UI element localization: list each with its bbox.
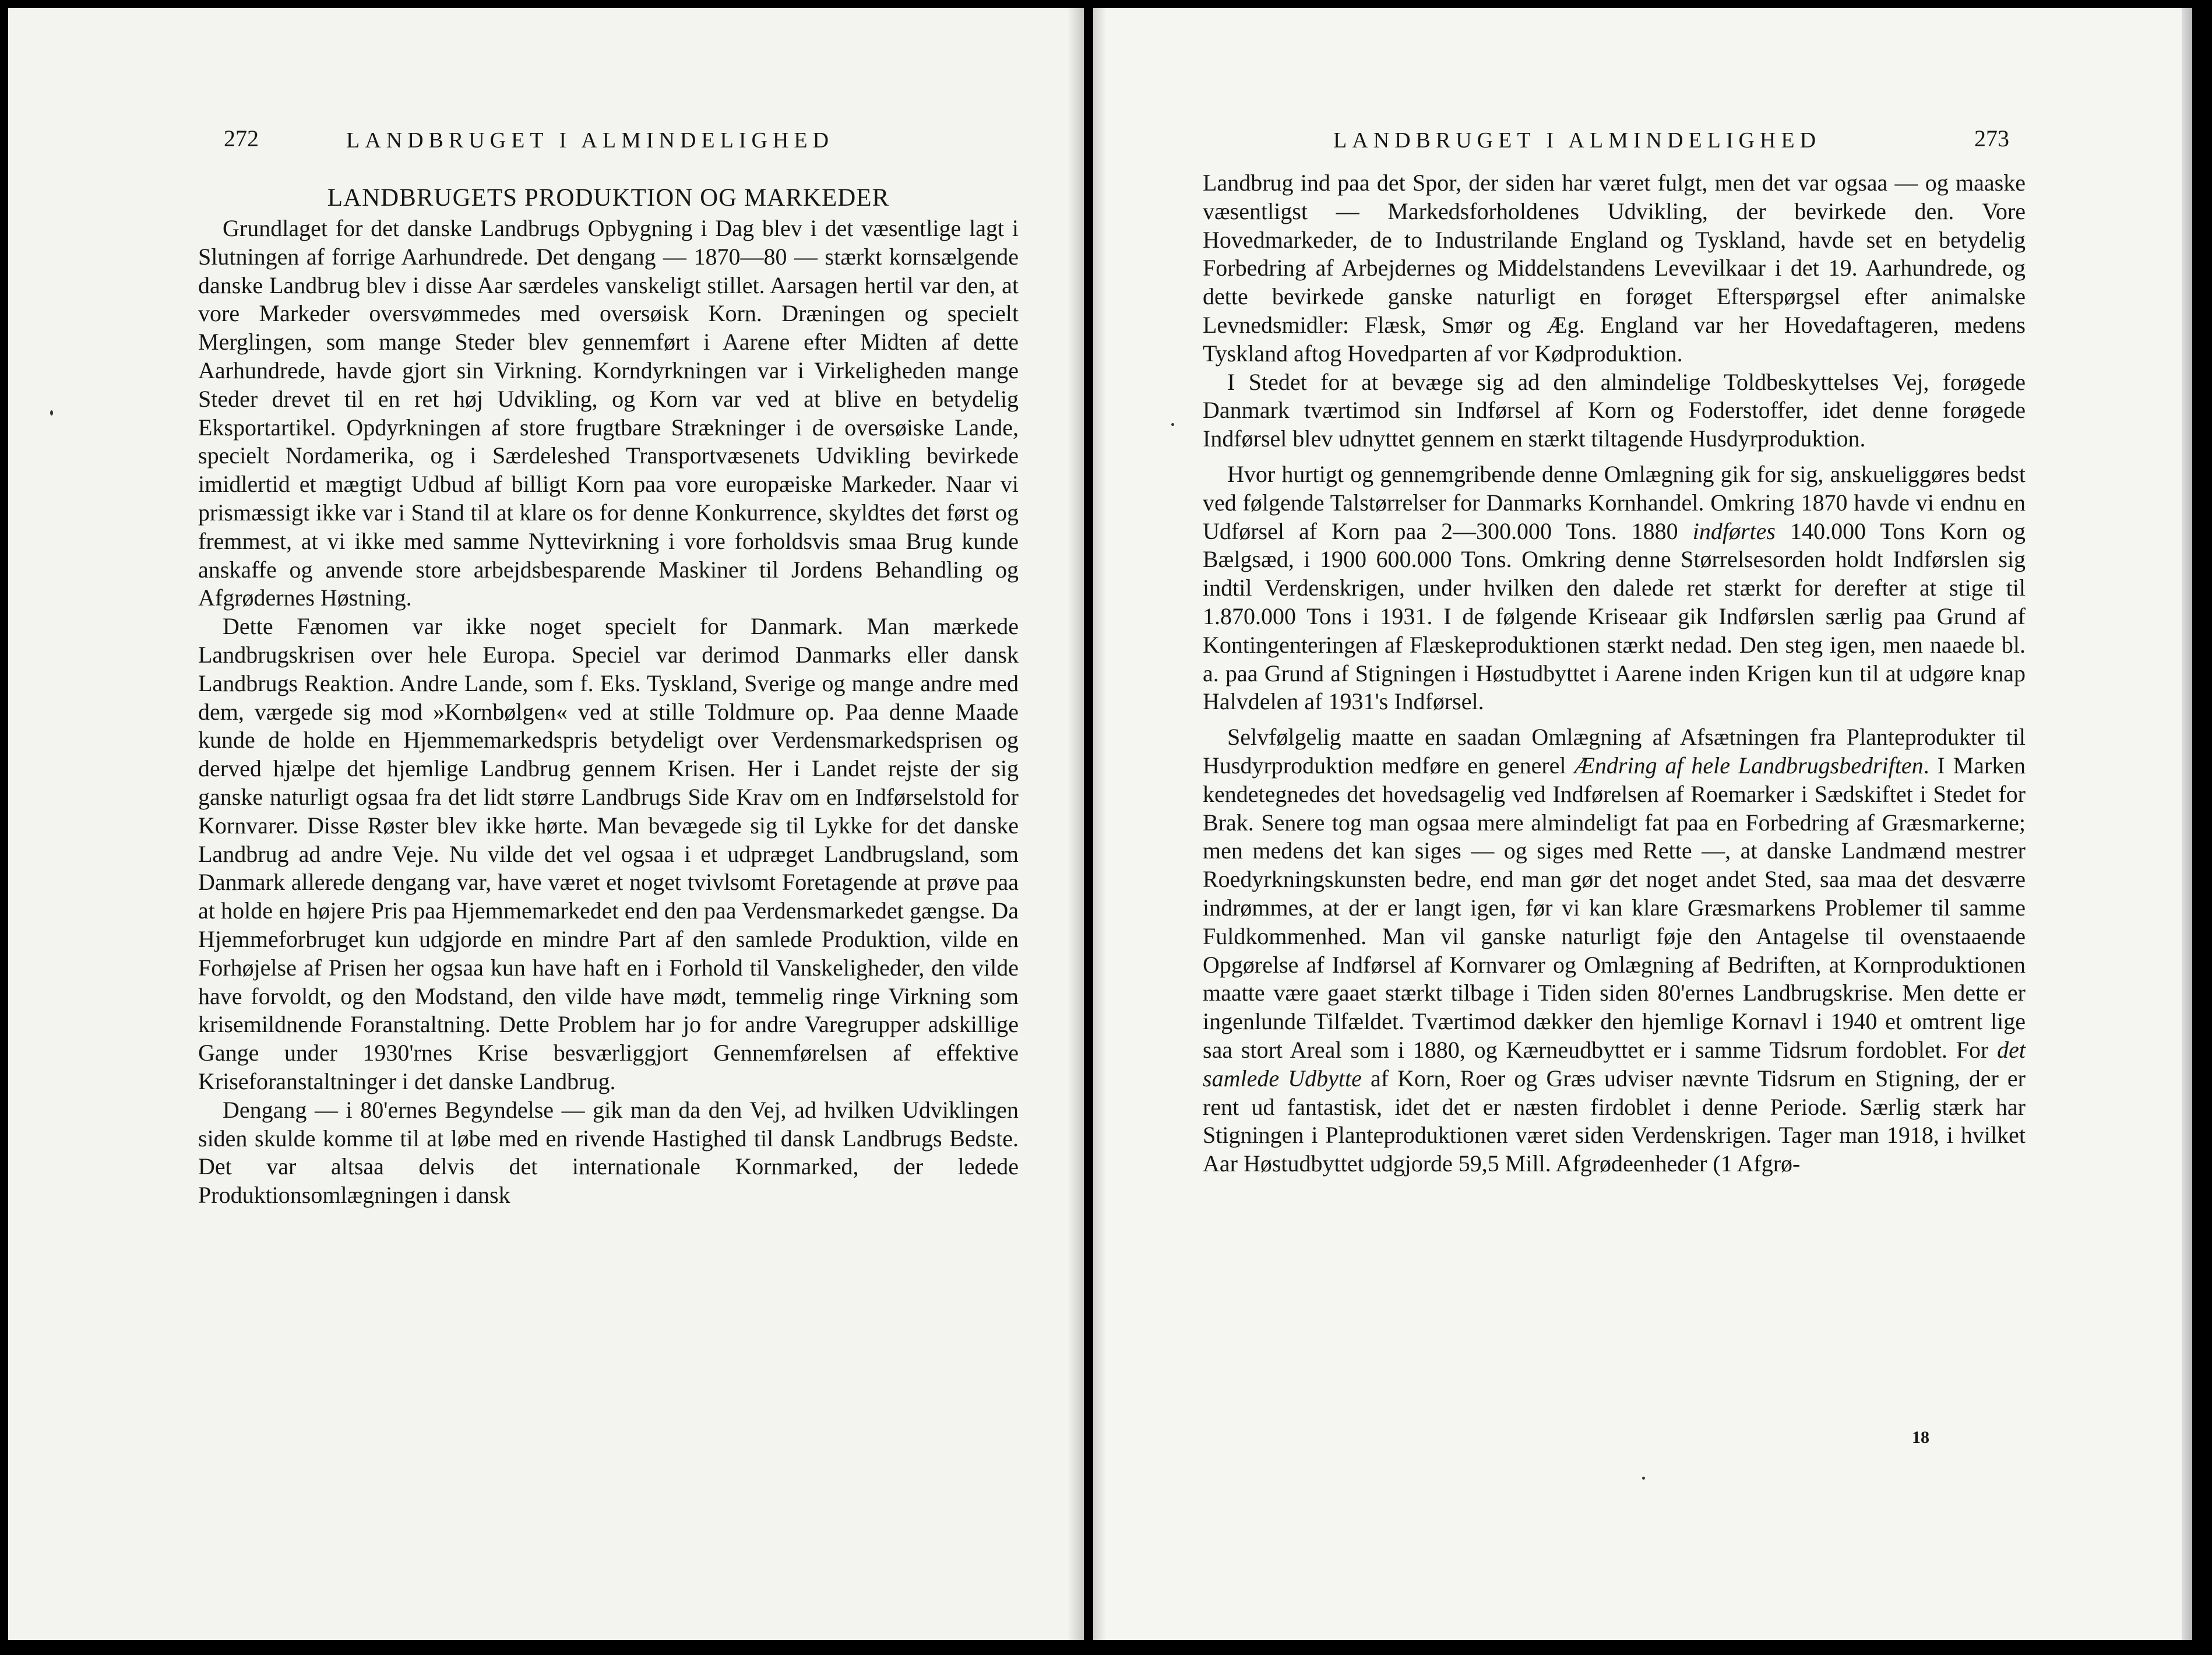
text-run: Selvfølgelig maatte en saadan Omlægning af Afsætningen fra Planteprodukter til Husdyrproduktion medføre en generel (1203, 724, 2026, 779)
running-head: LANDBRUGET I ALMINDELIGHED (1333, 128, 1822, 153)
chapter-title: LANDBRUGETS PRODUKTION OG MARKEDER (327, 184, 890, 212)
text-run: I Stedet for at bevæge sig ad den almindelige Toldbeskyttelses Vej, forøgede Danmark tværtimod sin Indførsel af Korn og Foderstoffer, idet denne forøgede Indførsel blev udnyttet gennem en stærkt tiltagende Husdyrproduktion. (1203, 368, 2026, 452)
running-head: LANDBRUGET I ALMINDELIGHED (346, 128, 834, 153)
spine-shadow (1068, 8, 1084, 1640)
scan-speck (1171, 423, 1174, 426)
paragraph (1203, 460, 2026, 716)
text-run: af Korn, Roer og Græs udviser nævnte Tidsrum en Stigning, der er rent ud fantastisk, idet det er næsten firdoblet i denne Periode. Særlig stærk har Stigningen i Planteproduktionen været siden Verdenskrigen. Tager man 1918, i hvilket Aar Høstudbyttet udgjorde 59,5 Mill. Afgrødeenheder (1 Afgrø- (1203, 1065, 2026, 1177)
emphasis-text: det samlede Udbytte (1203, 1036, 2026, 1091)
page-edge (2182, 8, 2192, 1640)
text-run: Hvor hurtigt og gennemgribende denne Omlægning gik for sig, anskueliggøres bedst ved følgende Talstørrelser for Danmarks Kornhandel. Omkring 1870 havde vi endnu en Udførsel af Korn paa 2—300.000 Tons. 1880 (1203, 460, 2026, 544)
scan-speck (50, 410, 53, 415)
text-run: Landbrug ind paa det Spor, der siden har været fulgt, men det var ogsaa — og maaske væsentligst — Markedsforholdenes Udvikling, der bevirkede den. Vore Hovedmarkeder, de to Industrilande England og Tyskland, havde set en betydelig Forbedring af Arbejdernes og Middelstandens Levevilkaar i det 19. Aarhundrede, og dette bevirkede ganske naturligt en forøget Efterspørgsel efter animalske Levnedsmidler: Flæsk, Smør og Æg. England var her Hovedaftageren, medens Tyskland aftog Hovedparten af vor Kødproduktion. (1203, 170, 2026, 367)
paragraph (1203, 169, 2026, 368)
emphasis-text: indførtes (1692, 517, 1776, 544)
text-run: 140.000 Tons Korn og Bælgsæd, i 1900 600.000 Tons. Omkring denne Størrelsesorden holdt Indførslen sig indtil Verdenskrigen, under hvilken den dalede ret stærkt for derefter at stige til 1.870.000 Tons i 1931. I de følgende Kriseaar gik Indførslen særlig paa Grund af Kontingenteringen af Flæskeproduktionen stærkt nedad. Den steg igen, men naaede bl. a. paa Grund af Stigningen i Høstudbyttet i Aarene inden Krigen kun til at udgøre knap Halvdelen af 1931's Indførsel. (1203, 517, 2026, 715)
paragraph: Grundlaget for det danske Landbrugs Opbygning i Dag blev i det væsentlige lagt i Slutningen af forrige Aarhundrede. Det dengang — 1870—80 — stærkt kornsælgende danske Landbrug blev i disse Aar særdeles vanskeligt stillet. Aarsagen hertil var den, at vore Markeder oversvømmedes med oversøisk Korn. Dræningen og specielt Merglingen, som mange Steder blev gennemført i Aarene efter Midten af dette Aarhundrede, havde gjort sin Virkning. Korndyrkningen var i Virkeligheden mange Steder drevet til en ret høj Udvikling, og Korn var ved at blive en betydelig Eksportartikel. Opdyrkningen af store frugtbare Strækninger i de oversøiske Lande, specielt Nordamerika, og i Særdeleshed Transportvæsenets Udvikling bevirkede imidlertid et mægtigt Udbud af billigt Korn paa vore europæiske Markeder. Naar vi prismæssigt ikke var i Stand til at klare os for denne Konkurrence, skyldtes det først og fremmest, at vi ikke med samme Nyttevirkning i vore forholdsvis smaa Brug kunde anskaffe og anvende store arbejdsbesparende Maskiner til Jordens Behandling og Afgrødernes Høstning. (198, 215, 1019, 611)
page-number: 273 (1974, 125, 2009, 152)
spine-shadow (1093, 8, 1106, 1640)
paragraph (1203, 368, 2026, 453)
scan-speck (1642, 1477, 1645, 1480)
text-run: . I Marken kendetegnedes det hovedsagelig ved Indførelsen af Roemarker i Sædskiftet i Stedet for Brak. Senere tog man ogsaa mere almindeligt fat paa en Forbedring af Græsmarkerne; men medens det kan siges — og siges med Rette —, at danske Landmænd mestrer Roedyrkningskunsten bedre, end man gør det noget andet Sted, saa maa det desværre indrømmes, at der er langt igen, før vi kan klare Græsmarkens Problemer til samme Fuldkommenhed. Man vil ganske naturligt føje den Antagelse til ovenstaaende Opgørelse af Indførsel af Kornvarer og Omlægning af Bedriften, at Kornproduktionen maatte være gaaet stærkt tilbage i Tiden siden 80'ernes Landbrugskrise. Men dette er ingenlunde Tilfældet. Tværtimod dækker den hjemlige Kornavl i 1940 et omtrent lige saa stort Areal som i 1880, og Kærneudbyttet er i samme Tidsrum fordoblet. For (1203, 752, 2026, 1063)
paragraph: Dengang — i 80'ernes Begyndelse — gik man da den Vej, ad hvilken Udviklingen siden skulde komme til at løbe med en rivende Hastighed til dansk Landbrugs Bedste. Det var altsaa delvis det internationale Kornmarked, der ledede Produktionsomlægningen i dansk (198, 1096, 1019, 1209)
emphasis-text: Ændring af hele Landbrugsbedriften (1574, 752, 1924, 779)
page-number: 272 (224, 125, 259, 152)
left-text-block (198, 183, 1019, 1210)
left-page (8, 8, 1084, 1640)
paragraph: Dette Fænomen var ikke noget specielt for Danmark. Man mærkede Landbrugskrisen over hele Europa. Speciel var derimod Danmarks eller dansk Landbrugs Reaktion. Andre Lande, som f. Eks. Tyskland, Sverige og mange andre med dem, værgede sig mod »Kornbølgen« ved at stille Toldmure op. Paa denne Maade kunde de holde en Hjemmemarkedspris betydeligt over Verdensmarkedsprisen og derved hjælpe det hjemlige Landbrug gennem Krisen. Her i Landet rejste der sig ganske naturligt ogsaa fra det lidt større Landbrugs Side Krav om en Indførselstold for Kornvarer. Disse Røster blev ikke hørte. Man bevægede sig til Lykke for det danske Landbrug ad andre Veje. Nu vilde det vel ogsaa i et udpræget Landbrugsland, som Danmark allerede dengang var, have været et noget tvivlsomt Foretagende at prøve paa at holde en højere Pris paa Hjemmemarkedet end den paa Verdensmarkedet gængse. Da Hjemmeforbruget kun udgjorde en mindre Part af den samlede Produktion, vilde en Forhøjelse af Prisen her ogsaa kun have haft en i Forhold til Vanskeligheder, den vilde have forvoldt, og den Modstand, den vilde have mødt, temmelig ringe Virkning som krisemildnende Foranstaltning. Dette Problem har jo for andre Varegrupper adskillige Gange under 1930'rnes Krise besværliggjort Gennemførelsen af effektive Kriseforanstaltninger i det danske Landbrug. (198, 613, 1019, 1094)
right-text-block (1203, 169, 2026, 1178)
paragraph (1203, 723, 2026, 1178)
right-page (1093, 8, 2192, 1640)
signature-mark: 18 (1912, 1428, 1929, 1447)
